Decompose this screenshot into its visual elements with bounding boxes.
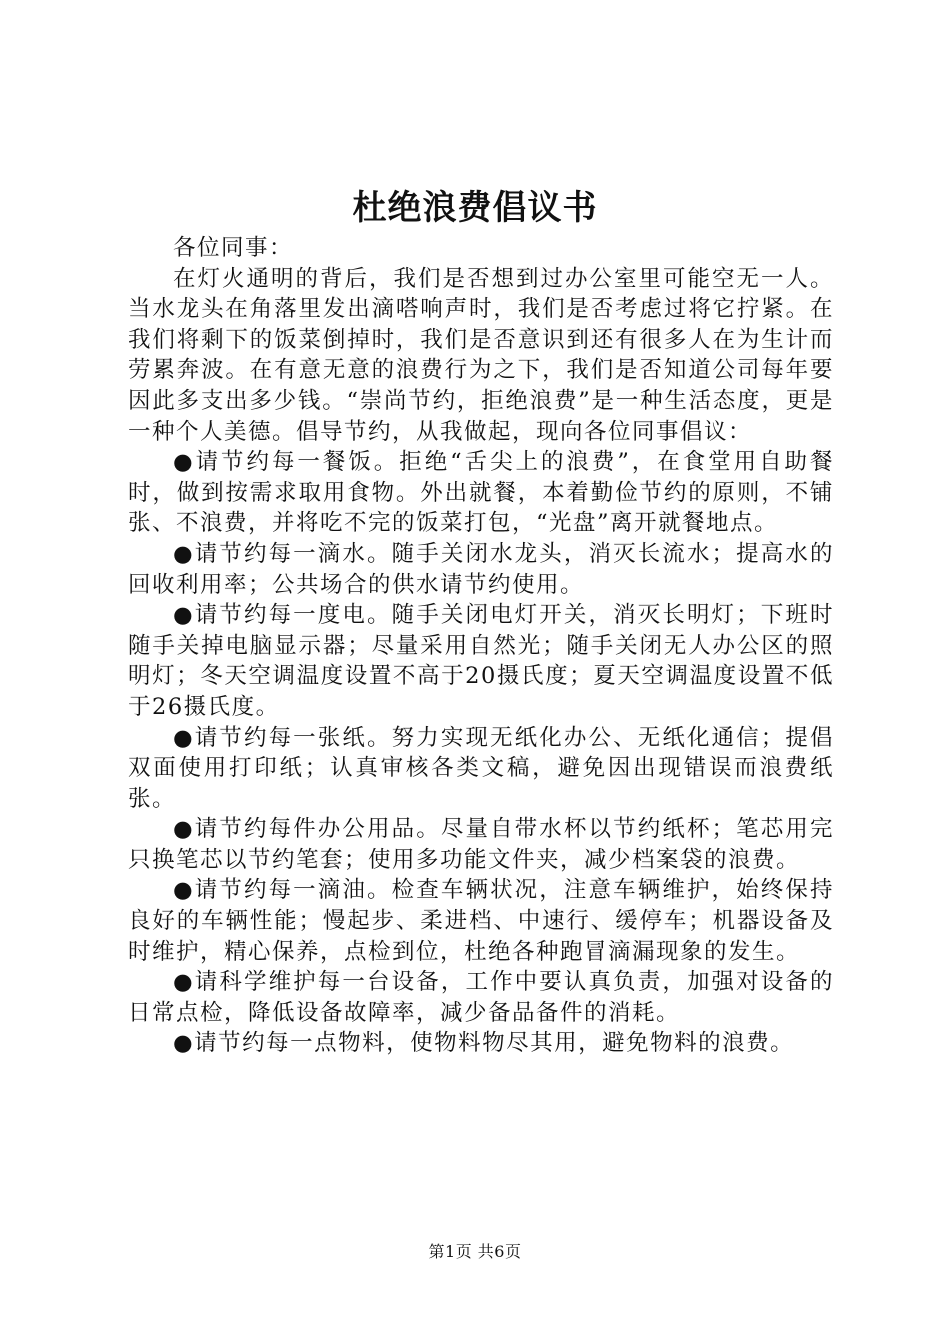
proposal-equipment: ●请科学维护每一台设备，工作中要认真负责，加强对设备的日常点检，降低设备故障率，减少备品备件的消耗。: [128, 969, 834, 1026]
proposal-water: ●请节约每一滴水。随手关闭水龙头，消灭长流水；提高水的回收利用率；公共场合的供水请节约使用。: [128, 540, 834, 598]
proposal-paper: ●请节约每一张纸。努力实现无纸化办公、无纸化通信；提倡双面使用打印纸；认真审核各类文稿，避免因出现错误而浪费纸张。: [128, 724, 834, 812]
proposal-materials: ●请节约每一点物料，使物料物尽其用，避免物料的浪费。: [173, 1030, 795, 1057]
salutation: 各位同事：: [173, 235, 294, 261]
page-indicator: 第1页 共6页: [428, 1242, 522, 1261]
intro-paragraph: 在灯火通明的背后，我们是否想到过办公室里可能空无一人。当水龙头在角落里发出滴嗒响声时，我们是否考虑过将它拧紧。在我们将剩下的饭菜倒掉时，我们是否意识到还有很多人在为生计而劳累奔波。在有意无意的浪费行为之下，我们是否知道公司每年要因此多支出多少钱。“崇尚节约，拒绝浪费”是一种生活态度，更是一种个人美德。倡导节约，从我做起，现向各位同事倡议：: [128, 265, 834, 445]
document-title: 杜绝浪费倡议书: [352, 188, 598, 228]
document-body: [128, 233, 834, 1059]
proposal-electricity: ●请节约每一度电。随手关闭电灯开关，消灭长明灯；下班时随手关掉电脑显示器；尽量采用自然光；随手关闭无人办公区的照明灯；冬天空调温度设置不高于20摄氏度；夏天空调温度设置不低于26摄氏度。: [128, 602, 834, 720]
proposal-meals: ●请节约每一餐饭。拒绝“舌尖上的浪费”，在食堂用自助餐时，做到按需求取用食物。外出就餐，本着勤俭节约的原则，不铺张、不浪费，并将吃不完的饭菜打包，“光盘”离开就餐地点。: [128, 449, 834, 537]
proposal-fuel: ●请节约每一滴油。检查车辆状况，注意车辆维护，始终保持良好的车辆性能；慢起步、柔进档、中速行、缓停车；机器设备及时维护，精心保养，点检到位，杜绝各种跑冒滴漏现象的发生。: [128, 877, 834, 965]
proposal-office-supplies: ●请节约每件办公用品。尽量自带水杯以节约纸杯；笔芯用完只换笔芯以节约笔套；使用多功能文件夹，减少档案袋的浪费。: [128, 816, 834, 873]
